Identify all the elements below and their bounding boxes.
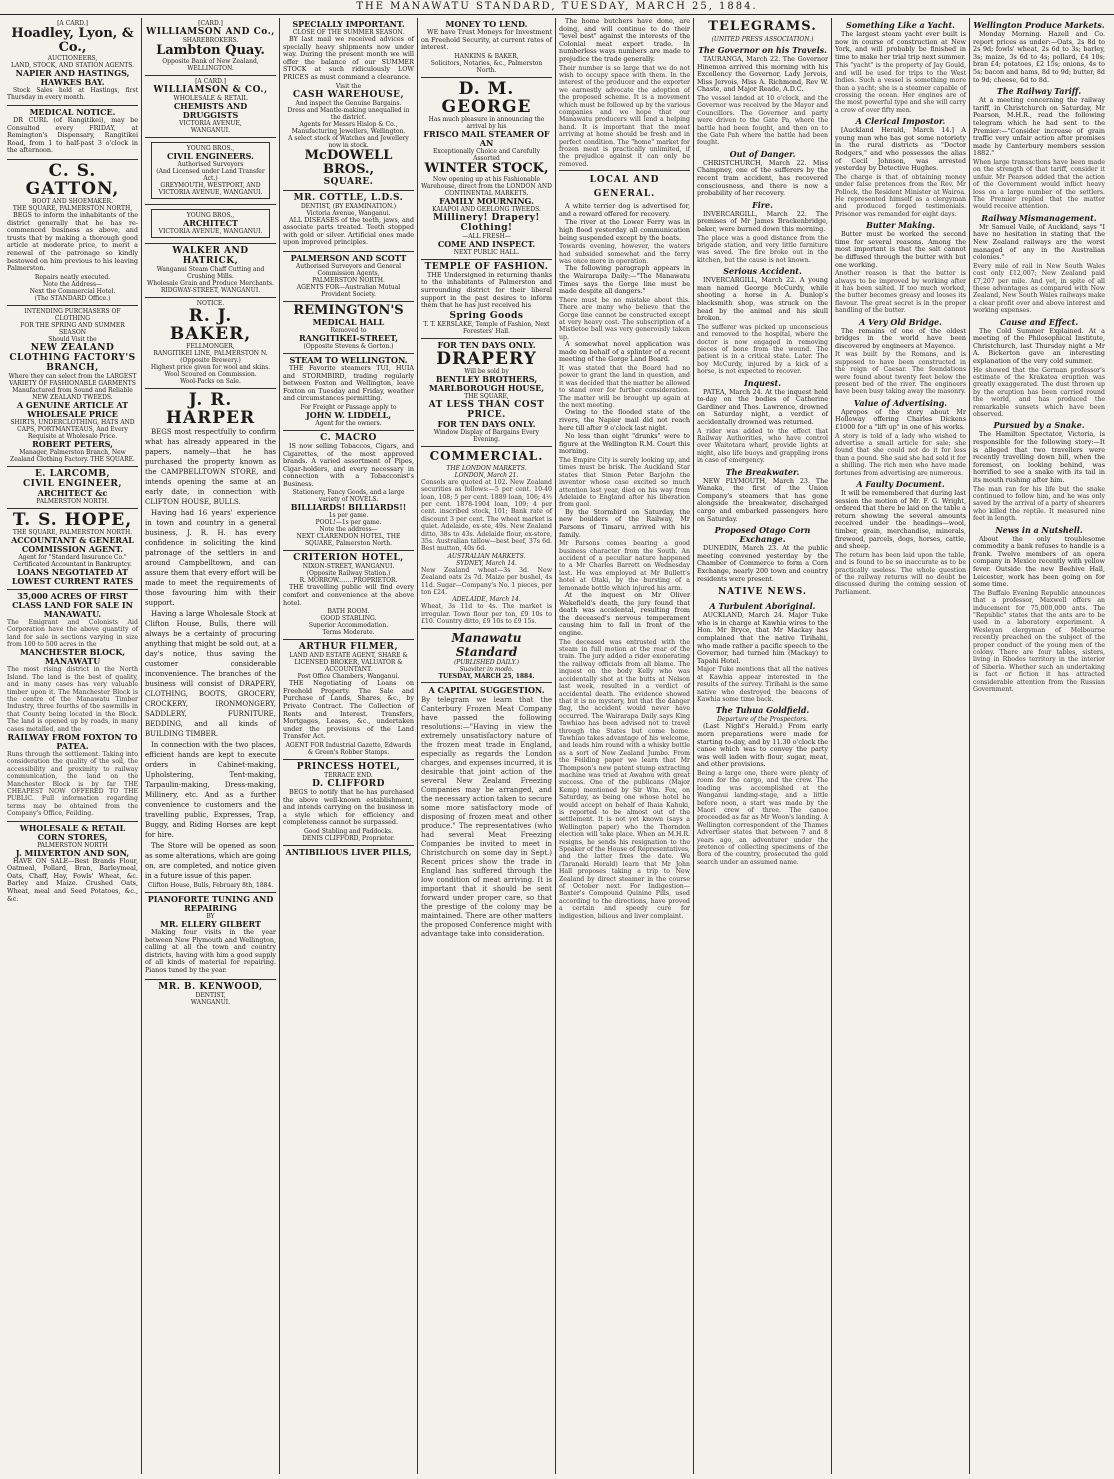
ad-line: BENTLEY BROTHERS, [435, 373, 538, 384]
ad-money-to-lend [421, 18, 552, 78]
ad-line: Repairs neatly executed. [34, 273, 111, 281]
ad-line: DENTIST, [195, 991, 226, 999]
ad-line: BILLIARDS! BILLIARDS!! [290, 502, 407, 513]
ad-hope [7, 509, 138, 590]
news-heading: Wellington Produce Markets. [973, 20, 1105, 30]
ad-cash-warehouse [283, 18, 414, 191]
ad-title: ARTHUR FILMER, [298, 642, 399, 653]
news-item: The Cold Summer Explained. At a meeting of the Philosophical Institute, Christchurch, last Thursday night a Mr A. Bickerton gave an interesting explanation of the very cold summer. [973, 326, 1105, 365]
ad-title: MR. COTTLE, L.D.S. [293, 192, 404, 203]
ad-body: ALL DISEASES of the teeth, jaws, and associate parts treated. Teeth stopped with gold or silver. Artificial ones made upon improved principles. [283, 215, 414, 247]
ad-line: DENIS CLIFFORD, Proprietor. [302, 834, 395, 842]
ad-title: R. J. BAKER, [169, 306, 252, 344]
news-heading: The Tuhua Goldfield. [715, 705, 810, 716]
ad-line: (And Licensed under Land Transfer Act.) [156, 168, 265, 182]
ad-body: BEGS to inform the inhabitants of the district generally that he has re-commenced business as above, and trusts that by making a thorough good article at moderate price, to merit a renewal of the patronage so kindly bestowed on him previous to his leaving Palmerston. [7, 210, 138, 273]
ad-cottle [283, 191, 414, 252]
column-2 [142, 18, 280, 1474]
local-item: By the Stormbird on Saturday, the new boulders of the Railway, Mr Parsons of Timaru, arrived with his family. [559, 507, 690, 539]
ad-line: ROBERT PETERS, [32, 438, 113, 449]
ad-line: CASH WAREHOUSE, [292, 89, 405, 100]
news-heading: The Breakwater. [725, 466, 800, 477]
ad-body: THE travelling public will find every comfort and convenience at the above hotel. [283, 583, 414, 607]
ad-line: CIVIL ENGINEER, [22, 478, 123, 489]
ad-line: Lambton Quay. [156, 43, 265, 58]
ad-line: CHEMISTS AND DRUGGISTS [173, 101, 248, 120]
column-4: MONEY TO LEND. WE have Trust Moneys for Investment on Freehold Security, at current rates of interest. HANKINS & BAKER, Solicitors, Notaries, &c., Palmerston North. D. M. GEORGE Has much pleasure in announcing the arrival by his FRISCO MAIL STEAMER OF AN Exceptionally Choice and Carefully Assorted WINTER STOCK, Now opening up at his Fashionable Warehouse, direct from the LONDON AND CONTINENTAL MARKETS. FAMILY MOURNING. KAIAPOI AND GEELONG TWEEDS. Millinery! Drapery! Clothing! —ALL FRESH— COME AND INSPECT. NEXT PUBLIC HALL. TEMPLE OF FASHION. THE Undersigned in returning thanks to the inhabitants of Palmerston and surrounding district for their liberal support in the past desires to inform them that he has just received his Spring Goods T. T. KERSLAKE, Temple of Fashion, Next Foresters' Hall. FOR TEN DAYS ONLY. DRAPERY Will be sold by BENTLEY BROTHERS, MARLBOROUGH HOUSE, THE SQUARE, AT LESS THAN COST PRICE. FOR TEN DAYS ONLY. Window Display of Bargains Every Evening. COMMERCIAL. THE LONDON MARKETS. LONDON, March 21. Consols are quoted at 102. New Zealand securities as follows:—5 per cent. 10-40 loan, 108; 5 per cent. 1889 loan, 106; 4½ per cent. 1878-1904 loan, 109; 4 per cent. inscribed stock, 101; Bank rate of discount 3 per cent. The wheat market is quiet. Adelaide, ex-ste, 49s. New Zealand ditto, 38s to 43s. Adelaide flour, ex-store, 35s. Australian tallow—best beef, 37s 6d. Best mutton, 40s 6d. AUSTRALIAN MARKETS. SYDNEY, March 14. New Zealand wheat—3s 3d. New Zealand oats 2s 7d. Maize per bushel, 4s 11d. Sugar—Company's No. 1 pieces, per ton £24. ADELAIDE, March 14. Wheat, 3s 11d to 4s. The market is irregular. Town flour per ton, £9 10s to £10. Country ditto, £9 10s to £9 15s. Manawatu Standard (PUBLISHED DAILY.) Suaviter in modo. TUESDAY, MARCH 25, 1884. A CAPITAL SUGGESTION. By telegram we learn that the Canterbury Frozen Meat Company have passed the following resolutions:—"Having in view the extremely unsatisfactory nature of the frozen meat trade in England, especially as regards the London charges, and expenses incurred, it is desirable that joint action of the several New Zealand Freezing Companies may be arranged, and the necessary action taken to secure some more satisfactory mode of disposing of frozen meat and other produce." The representatives (who had several Meat Freezing Companies be invited to meet in Christchurch on some day in Sept.) Recent prices show the trade in England has suffered through the low condition of meat arriving. It is important that it should be sent forward under proper care, so that the prestige of the colony may be maintained. There are other matters the proposed Conference might with advantage take into consideration. [418, 18, 556, 1474]
ad-body: Having a large Wholesale Stock at Clifton House, Bulls, there will always be a certainty of procuring anything that might be sold out, at a day's notice, thus saving the customer considerable inconvenience. The branches of the business will consist of DRAPERY, CLOTHING, BOOTS, GROCERY, CROCKERY, IRONMONGERY, SADDLERY, FURNITURE, BEDDING, and all kinds of BUILDING TIMBER. [145, 610, 276, 738]
ad-line: J. MILVERTON AND SON, [15, 847, 130, 858]
ad-body: Having had 16 years' experience in town and country in a general business, J. R. H. has every confidence in soliciting the kind patronage of the settlers in and around Campbelltown, and can assure them that every effort will be made to meet the requirements of those favouring him with their support. [145, 509, 276, 607]
ad-line: Terms Moderate. [322, 629, 375, 637]
column-3 [280, 18, 418, 1474]
local-item: The following paragraph appears in the Wairarapa Daily:—"The Manawatu Times says the Gorge line must be made despite all dangers." [559, 264, 690, 296]
ad-line: DRAPERY [436, 348, 537, 369]
editorial-heading: A CAPITAL SUGGESTION. [428, 684, 545, 695]
ad-tag: [CARD.] [198, 20, 223, 27]
ad-line: ARCHITECT [183, 218, 238, 228]
ad-line: Spring Goods [449, 310, 524, 321]
news-heading: Something Like a Yacht. [846, 20, 955, 30]
news-heading: The Governor on his Travels. [698, 45, 827, 55]
ad-line: McDOWELL BROS., [304, 147, 393, 177]
ad-line: For Freight or Passage apply to [300, 403, 397, 411]
ad-title: NEW ZEALAND CLOTHING FACTORY'S BRANCH, [9, 342, 136, 373]
ad-title: STEAM TO WELLINGTON. [289, 354, 408, 365]
ad-body: THE Favorite steamers TUI, HUIA and STORMBIRD, trading regularly between Foxton and Wellington, leave Foxton on Tuesday and Friday, weather and circumstances permitting. [283, 363, 414, 403]
ad-line: RANGITIKEI-STREET, [299, 332, 398, 343]
local-item: The river at the Lower Ferry was in high flood yesterday all communication being suspended except by the boats. [559, 218, 690, 242]
dateline: ADELAIDE, March 14. [452, 596, 521, 604]
ad-body: DR CURL (of Rangitikei), may be Consulted every FRIDAY, at Remington's Dispensary, Rangitikei Road, from 1 to half-past 3 o'clock in the afternoon. [7, 116, 138, 155]
ad-criterion-hotel [283, 551, 414, 640]
ad-title: Hoadley, Lyon, & Co., [11, 26, 134, 55]
ad-title: C. S. GATTON, [25, 160, 120, 199]
column-8: Wellington Produce Markets. Monday Morning. Hazell and Co. report prices as under:—Oats, 2s 8d to 2s 9d; fowls' wheat, 2s 6d to 3s; barley, 3s; maize, 3s 6d to 4s; pollard, £4 10s; bran £4; potatoes, £2 15s; onions, 4s to 5s; bacon and hams, 8d to 9d; butter, 8d to 9d; cheese, 6d to 8d. The Railway Tariff. At a meeting concerning the railway tariff, in Christchurch on Saturday, Mr Pearson, M.H.R., read the following telegram which he had sent to the Premier:—"Consider increase of grain traffic very unfair action after promises made by Canterbury members session 1882." When large transactions have been made on the strength of that tariff, consider it unfair. Mr Pearson added that the action of the Government would inflict heavy loss on a large number of the settlers. The Premier replied that the matter would receive attention. Railway Mismanagement. Mr Samuel Vaile, of Auckland, says "I have no hesitation in stating that the New Zealand railways are the worst managed of any in the Australian colonies." Every mile of rail in New South Wales cost only £12,007; New Zealand paid £7,207 per mile. And yet, in spite of all these advantages as compared with New Zealand, New South Wales railways make a clear profit over and above interest and working expenses. Cause and Effect. The Cold Summer Explained. At a meeting of the Philosophical Institute, Christchurch, last Thursday night a Mr A. Bickerton gave an interesting explanation of the very cold summer. He showed that the German professor's estimate of the Krakatoa eruption was greatly exaggerated. The dust thrown up by the eruption has been carried round the world, and has produced the remarkable sunsets which have been observed. Pursued by a Snake. The Hamilton Spectator, Victoria, is responsible for the following story:—It is alleged that two travellers were recently travelling down hill, when the foremost, on looking behind, was horrified to see a snake with its tail in its mouth rushing after him. The man ran for his life but the snake continued to follow him, and he was only saved by the arrival of a party of shearers who killed the reptile. It measured nine feet in length. News in a Nutshell. About the only troublesome commodity a bank refuses to handle is a frank. Twelve members of an opera company in Mexico recently with yellow fever. Outside the new Beehive Hall, Leicester, work has been going on for some time. The Buffalo Evening Republic announces that a professor, Maxwell offers an inducement for 75,000,000 ants. The "Republic" states that the ants are to be used in a laboratory experiment. A Wesleyan clergyman of Melbourne recently preached on the subject of the proper conduct of the young men of the colony. There are four tables, sisters, living in Rhodes territory in the interior of Siberia. Whether such an undertaking is fact or fiction it has attracted considerable attention from the Russian Government. [973, 20, 1105, 693]
column-6: TELEGRAMS. (UNITED PRESS ASSOCIATION.) The Governor on his Travels. TAURANGA, March 22. The Governor Hinemoa arrived this morning with his Excellency the Governor, Lady Jervois, Miss Jervois, Miss A. Richmond, Rev W. Chaste, and Major Reade, A.D.C. The vessel landed at 10 o'clock, and the Governor was received by the Mayor and Councillors. The Governor and party were driven to the Gate Pa, where the battle had been fought, and then on to the Gate Pah where the battle had been fought. Out of Danger. CHRISTCHURCH, March 22. Miss Champney, one of the sufferers by the recent tram accident, has recovered consciousness, and there is now a probability of her recovery. Fire. INVERCARGILL, March 22. The premises of Mr James Brackenbridge, baker, were burned down this morning. The place was a good distance from the brigade station, and very little furniture was saved. The fire broke out in the kitchen, but the cause is not known. Serious Accident. INVERCARGILL, March 22. A young man named George McCurdy, while shooting a horse in A. Dunlop's blacksmith shop, was struck on the head by the animal and his skull broken. The sufferer was picked up unconscious and removed to the hospital, where the doctor is now engaged in removing pieces of bone from the wound. The patient is in a critical state. Later. The boy McCurdy, injured by a kick of a horse, is not expected to recover. Inquest. PATEA, March 24. At the inquest held to-day on the bodies of Catherine Gardiner and Thos. Lawrence, drowned on Saturday night, a verdict of accidentally drowned was returned. A rider was added to the effect that Railway Authorities, who have control over Waitotara wharf, provide lights at night, also life buoys and grappling irons in case of emergency. The Breakwater. NEW PLYMOUTH, March 23. The Wanaka, the first of the Union Company's steamers that has gone alongside the breakwater, discharged cargo and embarked passengers here on Saturday. Proposed Otago Corn Exchange. DUNEDIN, March 23. At the public meeting convened yesterday by the Chamber of Commerce to form a Corn Exchange, nearly 200 town and country residents were present. NATIVE NEWS. A Turbulent Aboriginal. AUCKLAND, March 24. Major Tuke who is in charge at Kawhia wires to the Hon. Mr Bryce, that Mr Mackay has complained that the native Tirihahi, who made rather a pacific speech to the Governor, had turned him (Mackay) to Tapahi Hotel. Major Tuke mentions that all the natives at Kawhia appear interested in the results of the survey. Tirihahi is the same native who destroyed the beacons of Kawhia some time back. The Tuhua Goldfield. Departure of the Prospectors. (Last Night's Herald.) From early morn preparations were made for starting to-day, and by 11.30 o'clock the canoe which was to convey the party was well laden with flour, sugar, meat, and other provisions. Being a large one, there were plenty of room for the cargo, and the crew. The loading was accomplished at the Wanganui landing-stage, and a little before noon, a start was made by the Maori crew of three. The canoe proceeded as far as Mr Woon's landing. A Wellington correspondent of the Thames Advertiser states that between 7 and 8 years ago, an adventurer under the pretence of collecting specimens of the flora of the country, prosecuted the gold search under an assumed name. [694, 18, 832, 1474]
ad-line: COME AND INSPECT. [437, 238, 536, 249]
news-item: The remains of one of the oldest bridges in the world have been discovered by engineers at Mayence. [835, 326, 966, 350]
ad-title: WILLIAMSON AND Co., [146, 27, 275, 37]
news-item: At a meeting concerning the railway tariff, in Christchurch on Saturday, Mr Pearson, M.H.R., read the following telegram which he had sent to the Premier:—"Consider increase of grain traffic very unfair action after promises made by Canterbury members session 1882." [973, 96, 1105, 158]
ad-line: Manufactured from Sound and Reliable NEW ZEALAND TWEEDS. [12, 386, 133, 401]
news-item: The largest steam yacht ever built is now in course of construction at New York, and will probably be finished in time to make her trial trip next summer. [835, 30, 966, 61]
ad-line: Superior Accommodation. [308, 622, 389, 630]
news-heading: A Turbulent Aboriginal. [709, 601, 816, 612]
news-heading: A Clerical Impostor. [855, 116, 946, 127]
ad-filmer [283, 640, 414, 760]
ad-kenwood [145, 980, 276, 1009]
ad-princess-hotel [283, 760, 414, 846]
ad-walker-hatrick [145, 244, 276, 298]
ad-steam-wellington [283, 354, 414, 431]
ad-line: POOL!—1s per game. [315, 519, 382, 527]
ad-line: CIVIL ENGINEERS. [167, 151, 254, 161]
masthead: THE MANAWATU STANDARD, TUESDAY, MARCH 25, 1884. [0, 0, 1114, 15]
ad-baker [145, 298, 276, 389]
ad-line: HANKINS & BAKER, [454, 52, 519, 60]
news-heading: Butter Making. [866, 220, 935, 231]
local-item: No less than eight "drunks" were to figure at the Wellington R.M. Court this morning. [559, 432, 690, 456]
ad-body: Making four visits in the year between New Plymouth and Wellington, calling at all the town and country districts, having with him a good supply of all kinds of material for repairing. Pianos tuned by the year. [145, 928, 276, 974]
ad-line: Certificated Accountant in Bankruptcy. [13, 560, 132, 568]
news-item: CHRISTCHURCH, March 22. Miss Champney, one of the sufferers by the recent tram accident, has recovered consciousness, and there is now a probability of her recovery. [697, 158, 828, 198]
news-item: [Auckland Herald, March 14.] A young man who has got some notoriety in the rural districts as "Doctor Rodgers," and who possesses the alias of Cecil Johnson, was arrested yesterday by Detective Hughes. [835, 126, 966, 173]
ad-line: FOR TEN DAYS ONLY. [437, 418, 536, 429]
ad-body: The Store will be opened as soon as some alterations, which are going on, are completed, and notice given in a future issue of this paper. [145, 842, 276, 880]
ad-line: Agent for the owners. [315, 419, 382, 427]
ad-macro [283, 431, 414, 552]
ad-body: BEGS to notify that he has purchased the above well-known establishment, and intends carrying on the business in a style which for efficiency and completeness cannot be surpassed. [283, 788, 414, 827]
news-item: AUCKLAND, March 24. Major Tuke who is in charge at Kawhia wires to the Hon. Mr Bryce, that Mr Mackay has complained that the native Tirihahi, who made rather a pacific speech to the Governor, had turned him (Mackay) to Tapahi Hotel. [697, 611, 828, 665]
ad-line: FAMILY MOURNING. [439, 195, 534, 206]
ad-line: And inspect the Genuine Bargains. [295, 99, 402, 107]
ad-line: 1s per game. [328, 512, 369, 520]
ad-line: YOUNG BROS., [186, 212, 235, 219]
ad-larcomb [7, 467, 138, 509]
news-heading: Serious Accident. [723, 266, 802, 277]
ad-line: MEDICAL HALL [312, 316, 385, 327]
ad-line: Should Visit the [48, 335, 97, 343]
ad-line: ARCHITECT &c [37, 487, 108, 498]
ad-harper [145, 389, 276, 893]
ad-line: Window Display of Bargains Every Evening. [433, 428, 540, 443]
news-heading: A Faulty Document. [856, 479, 945, 490]
ad-line: Wool Scoured on Commission. [164, 371, 257, 378]
ad-title: MEDICAL NOTICE. [29, 107, 116, 117]
ad-young-bros-engineers [145, 138, 276, 205]
section-heading: COMMERCIAL. [429, 448, 544, 463]
ad-line: Dress and Mantle-making unequalled in the district. [287, 106, 410, 121]
ad-body: THE Negotiating of Loans on Freehold Property. The Sale and Purchase of Lands, Shares, &c., by Private Contract. The Collection of Rents and Interest. Transfers, Mortgages, Leases, &c., undertaken under the provisions of the Land Transfer Act. [283, 679, 414, 741]
ad-line: —ALL FRESH— [462, 232, 511, 240]
local-item: A white terrier dog is advertised for, and a reward offered for recovery. [559, 202, 690, 218]
ad-line: JOHN W. LIDDELL, [305, 409, 392, 420]
ad-line: TERRACE END. [324, 772, 373, 779]
ad-line: Note the address— [319, 526, 378, 534]
paper-subtitle: (PUBLISHED DAILY.) [453, 658, 520, 666]
ad-temple-of-fashion [421, 260, 552, 339]
news-heading: Value of Advertising. [853, 397, 948, 408]
ad-line: GREYMOUTH, WESTPORT, AND VICTORIA AVENUE, WANGANUI. [158, 182, 263, 196]
ad-body: THE Undersigned in returning thanks to the inhabitants of Palmerston and surrounding district for their liberal support in the past desires to inform them that he has just received his [421, 270, 552, 310]
column-1 [4, 18, 142, 1474]
ad-title: 35,000 ACRES OF FIRST CLASS LAND FOR SALE IN MANAWATU. [12, 590, 133, 619]
news-item: Monday Morning. Hazell and Co. report prices as under:—Oats, 2s 8d to 2s 9d; fowls' wheat, 2s 6d to 3s; barley, 3s; maize, 3s 6d to 4s; pollard, £4 10s; bran £4; potatoes, £2 15s; onions, 4s to 5s; bacon and hams, 8d to 9d; butter, 8d to 9d; cheese, 6d to 8d. [973, 30, 1105, 84]
ad-line: LAND AND ESTATE AGENT, SHARE & LICENSED BROKER, VALUATOR & ACCOUNTANT. [289, 652, 408, 674]
news-item: INVERCARGILL, March 22. The premises of Mr James Brackenbridge, baker, were burned down this morning. [697, 209, 828, 233]
ad-young-bros-architect [145, 205, 276, 244]
ad-title: WILLIAMSON & CO., [153, 85, 268, 95]
ad-line: NEXT CLARENDON HOTEL, THE SQUARE, Palmerston North. [296, 533, 401, 548]
news-heading: A Very Old Bridge. [859, 316, 942, 327]
news-heading: Pursued by a Snake. [993, 420, 1085, 431]
ad-line: BOOT AND SHOEMAKER. [32, 197, 113, 205]
ad-line: AT LESS THAN COST PRICE. [428, 399, 545, 420]
paper-motto: Suaviter in modo. [459, 665, 514, 673]
ad-gatton [7, 160, 138, 306]
section-heading: NATIVE NEWS. [717, 587, 808, 598]
ad-hoadley [7, 18, 138, 106]
ad-body: BEGS most respectfully to confirm what has already appeared in the papers, namely—that he has purchased the property known as the CAMPBELLTOWN STORE, and intends opening the same at an early date, in connection with CLIFTON HOUSE, BULLS. [145, 428, 276, 506]
ad-line: Wool-Packs on Sale. [180, 378, 241, 385]
ad-title: REMINGTON'S [293, 302, 404, 318]
ad-line: NOTICE. [196, 300, 225, 307]
ad-line: Authorised Surveyors [177, 161, 244, 168]
ad-title: FOR TEN DAYS ONLY. [437, 339, 536, 350]
ad-line: DENTIST, (BY EXAMINATION.) [300, 202, 397, 210]
ad-line: WANGANUI. [190, 998, 231, 1006]
column-7: Something Like a Yacht. The largest steam yacht ever built is now in course of construction at New York, and will probably be finished in time to make her trial trip next summer. This "yacht" is the property of Jay Gould, and will be used for trips to the West Indies. Such a vessel is something more than a yacht; she is a steamer capable of crossing the ocean. Her engines are of the most powerful type and she will carry a crew of over fifty men. A Clerical Impostor. [Auckland Herald, March 14.] A young man who has got some notoriety in the rural districts as "Doctor Rodgers," and who possesses the alias of Cecil Johnson, was arrested yesterday by Detective Hughes. The charge is that of obtaining money under false pretences from the Rev. Mr Pollock, the Resident Minister at Wairoa. He represented himself as a clergyman and produced forged testimonials. Prisoner was remanded for eight days. Butter Making. Butter must be worked the second time for several reasons. Among the most important is that the salt cannot be diffused through the butter with but one working. Another reason is that the butter is always to be improved by working after it has been salted. If too much worked, the butter becomes greasy and looses its flavour. The great secret is in the proper handling of the butter. A Very Old Bridge. The remains of one of the oldest bridges in the world have been discovered by engineers at Mayence. It was built by the Romans, and is supposed to have been constructed in the reign of Caesar. The foundations were found about twenty feet below the present bed of the river. The engineers have been busy taking away the masonry. Value of Advertising. Apropos of the story about Mr Holloway offering Charles Dickens £1000 for a "lift up" in one of his works. A story is told of a lady who wished to advertise a small article for sale; she found that she could not do it for less than a pound. She said she had sold it for a shilling. The rich men who have made fortunes from advertising are numerous. A Faulty Document. It will be remembered that during last session the motion of Mr. F. G. Wright, ordered that there be laid on the table a return showing the several amounts received under the headings—wool, timber, grain, merchandise, minerals, firewood, parcels, dogs, horses, cattle, and sheep. The return has been laid upon the table, and is found to be so inaccurate as to be practically useless. The whole question of the railway returns will no doubt be discussed during the coming session of Parliament. [832, 18, 970, 1474]
ad-title: PIANOFORTE TUNING AND REPAIRING [147, 894, 274, 913]
ad-line: THE SQUARE, PALMERSTON NORTH. [12, 528, 133, 536]
local-item: At the inquest on Mr Oliver Wakefield's death, the jury found that death was accidental, resulting from the deceased's nervous temperament causing him to fall in front of the engine. [559, 591, 690, 638]
ad-line: Where they can select from the LARGEST VARIETY OF FASHIONABLE GARMENTS [8, 372, 137, 387]
ad-line: Victoria Avenue, Wanganui. [306, 209, 391, 217]
ad-line: BATH ROOM. [327, 608, 370, 616]
ad-line: SHAREBROKERS. [182, 37, 239, 44]
ad-body: In connection with the two places, efficient hands are kept to execute orders in Cabinet-making, Upholstering, Tent-making, Tarpaulin-making, Dress-making, Millinery, etc. And as a further convenience to customers and the travelling public, Expresses, Trap, Buggy, and Riding Horses are kept for hire. [145, 741, 276, 839]
ad-title: PALMERSON AND SCOTT [290, 252, 407, 263]
ad-williamson-chemists [145, 76, 276, 138]
ad-line: AUCTIONEERS, [47, 55, 98, 62]
ad-line: Millinery! Drapery! Clothing! [433, 212, 540, 233]
ad-title: ANTIBILIOUS LIVER PILLS, [285, 846, 412, 857]
ad-line: ACCOUNTANT & GENERAL COMMISSION AGENT. [11, 534, 134, 554]
news-item: TAURANGA, March 22. The Governor Hinemoa arrived this morning with his Excellency the Governor, Lady Jervois, Miss Jervois, Miss A. Richmond, Rev W. Chaste, and Major Reade, A.D.C. [697, 55, 828, 94]
ad-title: CRITERION HOTEL, [293, 553, 404, 564]
section-heading: LOCAL AND GENERAL. [589, 175, 660, 200]
ad-corn-stores [7, 822, 138, 908]
news-item: PATEA, March 24. At the inquest held to-day on the bodies of Catherine Gardiner and Thos. Lawrence, drowned on Saturday night, a verdict of accidentally drowned was returned. [697, 387, 828, 426]
news-item: Apropos of the story about Mr Holloway offering Charles Dickens £1000 for a "lift up" in one of his works. [835, 407, 966, 432]
ad-line: WHOLESALE & RETAIL [173, 95, 248, 102]
ad-line: Opposite Bank of New Zealand, WELLINGTON. [162, 58, 259, 72]
ad-line: PALMERSTON NORTH. [312, 276, 385, 284]
dateline: SYDNEY, March 14. [456, 559, 517, 567]
paper-date: TUESDAY, MARCH 25, 1884. [438, 672, 535, 680]
ad-line: LOANS NEGOTIATED AT LOWEST CURRENT RATES [11, 566, 134, 586]
ad-line: MANCHESTER BLOCK, MANAWATU [19, 647, 126, 667]
subheading: Departure of the Prospectors. [717, 716, 808, 724]
ad-line: GOOD STABLING. [320, 615, 377, 623]
ad-line: SHIRTS, UNDERCLOTHING, HATS AND CAPS, PORTMANTEAUS, And Every Requisite at Wholesale Price. [10, 418, 135, 440]
ad-bentley-drapery [421, 339, 552, 447]
ad-medical-notice [7, 106, 138, 160]
ad-line: RAILWAY FROM FOXTON TO PATEA. [7, 732, 138, 751]
ad-line: BY [206, 913, 215, 920]
ad-title: WALKER AND HATRICK, [172, 246, 249, 266]
news-heading: Fire. [752, 199, 773, 210]
news-item: Mr Samuel Vaile, of Auckland, says "I have no hesitation in stating that the New Zealand railways are the worst managed of any in the Australian colonies." [973, 222, 1105, 262]
ad-body: BY last mail we received advices of specially heavy shipments now under way. During the present month we will offer the balance of our SUMMER STOCK at such ridiculously LOW PRICES as must command a clearance. [283, 35, 414, 81]
ad-line: Good Stabling and Paddocks. [304, 827, 393, 835]
news-heading: Out of Danger. [729, 148, 796, 159]
ad-line: MR. ELLERY GILBERT [160, 919, 261, 929]
ad-title: J. R. HARPER [165, 390, 256, 428]
ad-clothing-factory [7, 306, 138, 467]
ad-line: Authorised Surveyors and General Commission Agents, [295, 262, 402, 277]
ad-line: Manager, Palmerston Branch, New Zealand Clothing Factory. THE SQUARE. [10, 448, 135, 463]
ad-line: Will be sold by [464, 367, 509, 375]
news-item: About the only troublesome commodity a bank refuses to handle is a frank. Twelve members of an opera company in Mexico recently with yellow fever. Outside the new Beehive Hall, Leicester, work has been going on for some time. [973, 534, 1105, 589]
ad-title: PRINCESS HOTEL, [296, 762, 401, 772]
ad-title: SPECIALLY IMPORTANT. [292, 19, 405, 29]
ad-line: R. MORROW........PROPRIETOR. [299, 577, 398, 585]
news-item: (Last Night's Herald.) From early morn preparations were made for starting to-day, and by 11.30 o'clock the canoe which was to convey the party was well laden with flour, sugar, meat, and other provisions. [697, 722, 828, 769]
ad-line: Stationery, Fancy Goods, and a large variety of NOVELS. [292, 489, 405, 504]
ad-line: VICTORIA AVENUE, WANGANUI. [158, 228, 263, 235]
ad-line: RIDGWAY-STREET, WANGANUI. [160, 287, 261, 294]
commercial-section: COMMERCIAL. THE LONDON MARKETS. LONDON, March 21. Consols are quoted at 102. New Zealand securities as follows:—5 per cent. 10-40 loan, 108; 5 per cent. 1889 loan, 106; 4½ per cent. 1878-1904 loan, 109; 4 per cent. inscribed stock, 101; Bank rate of discount 3 per cent. The wheat market is quiet. Adelaide, ex-ste, 49s. New Zealand ditto, 38s to 43s. Adelaide flour, ex-store, 35s. Australian tallow—best beef, 37s 6d. Best mutton, 40s 6d. AUSTRALIAN MARKETS. SYDNEY, March 14. New Zealand wheat—3s 3d. New Zealand oats 2s 7d. Maize per bushel, 4s 11d. Sugar—Company's No. 1 pieces, per ton £24. ADELAIDE, March 14. Wheat, 3s 11d to 4s. The market is irregular. Town flour per ton, £9 10s to £10. Country ditto, £9 10s to £9 15s. [421, 448, 552, 626]
ad-line: AGENT FOR Industrial Gazette, Edwards & Green's Robber Stamps. [285, 742, 412, 756]
ad-line: THE SQUARE, [464, 392, 509, 400]
ad-line: Next the Commercial Hotel. [29, 287, 116, 295]
ad-title: MR. B. KENWOOD, [158, 981, 263, 992]
ad-line: PALMERSTON NORTH [37, 841, 108, 849]
ad-palmerson-scott [283, 252, 414, 302]
ad-line: NIXON-STREET, WANGANUI. [302, 563, 395, 571]
ad-line: VICTORIA AVENUE, [179, 120, 242, 127]
section-heading: TELEGRAMS. [708, 19, 817, 34]
news-item: Butter must be worked the second time for several reasons. Among the most important is that the salt cannot be diffused through the butter with but one working. [835, 230, 966, 269]
ad-piano-tuning [145, 893, 276, 980]
subheading: THE LONDON MARKETS. [446, 464, 527, 472]
ad-line: FELLMONGER, [186, 343, 235, 350]
ad-line: Now opening up at his Fashionable Warehouse, direct from the LONDON AND CONTINENTAL MARKETS. [421, 175, 552, 197]
news-heading: Railway Mismanagement. [981, 212, 1097, 223]
ad-liver-pills [283, 846, 414, 860]
ad-line: Exceptionally Choice and Carefully Assorted [433, 147, 540, 162]
ad-george [421, 78, 552, 260]
news-item: NEW PLYMOUTH, March 23. The Wanaka, the first of the Union Company's steamers that has gone alongside the breakwater, discharged cargo and embarked passengers here on Saturday. [697, 476, 828, 523]
news-item: DUNEDIN, March 23. At the public meeting convened yesterday by the Chamber of Commerce to form a Corn Exchange, nearly 200 town and country residents were present. [697, 544, 828, 583]
ad-line: INTENDING PURCHASERS OF CLOTHING [24, 307, 121, 322]
ad-title: E. LARCOMB, [34, 468, 111, 479]
ad-line: NAPIER AND HASTINGS, [15, 68, 130, 78]
news-heading: Inquest. [743, 377, 782, 388]
ad-line: Solicitors, Notaries, &c., Palmerston North. [430, 59, 543, 74]
ad-line: (Opposite Stevens & Gorton.) [303, 342, 394, 350]
ad-line: HAWKES BAY. [40, 77, 105, 87]
ad-line: Agents for Messrs Hislop & Co., Manufacturing Jewellers, Wellington. [291, 120, 406, 135]
ad-williamson-sharebrokers [145, 18, 276, 76]
ad-line: (The STANDARD Office.) [34, 294, 111, 302]
ad-line: RANGITIKEI LINE, PALMERSTON N. (Opposite Brewery.) [153, 350, 268, 364]
ad-body: WE have Trust Moneys for Investment on Freehold Security, at current rates of interest. [421, 28, 552, 52]
news-heading: Proposed Otago Corn Exchange. [714, 525, 811, 545]
ad-land-sale: 35,000 ACRES OF FIRST CLASS LAND FOR SALE IN MANAWATU. The Emigrant and Colonists Aid Corporation have the above quantity of land for sale in sections varying in size from 100 to 500 acres in the MANCHESTER BLOCK, MANAWATU The most rising district in the North Island. The land is the best of quality, and in many cases has very valuable timber upon it. The Manchester Block is the centre of the Manawatu Timber Industry, three fourths of the sawmills in that County being located in the Block. The land is opened up by roads, in many cases metalled, and the RAILWAY FROM FOXTON TO PATEA. Runs through the settlement. Taking into consideration the quality of the soil, the accessibility and proximity to railway communication, the land on the Manchester Block is by far THE CHEAPEST NOW OFFERED TO THE PUBLIC. Full information regarding terms may be obtained from the Company's Office, Feilding. [7, 590, 138, 822]
local-item: A somewhat novel application was made on behalf of a splinter of a recent meeting of the Gorge Land Board. [559, 340, 690, 364]
ad-title: MONEY TO LEND. [445, 19, 528, 29]
ad-line: FOR THE SPRING AND SUMMER SEASON [20, 321, 125, 336]
ad-line: Agent for "Standard Insurance Co." [18, 553, 127, 561]
ad-line: Highest price given for wool and skins. [150, 364, 271, 371]
editorial-continued: The home butchers have done, are doing, and will continue to do their "level best" against the interests of the Colonial meat export trade. In numberless ways numbers are made to prejudice the trade generally. [559, 18, 690, 63]
ad-line: AGENTS FOR—Australian Mutual Provident Society. [296, 283, 401, 298]
ad-line: KAIAPOI AND GEELONG TWEEDS. [432, 205, 541, 213]
ad-line: T. T. KERSLAKE, Temple of Fashion, Next Foresters' Hall. [423, 320, 550, 335]
ad-line: NEXT PUBLIC HALL. [453, 248, 520, 256]
ad-line: Stock Sales held at Hastings, first Thursday in every month. [7, 87, 138, 101]
ad-body: IS now selling Tobaccos, Cigars, and Cigarettes, of the most approved brands. A varied assortment of Pipes, Cigar-holders, and every necessary in connection with a Tobacconist's Business. [283, 441, 414, 488]
ad-line: Visit the [335, 82, 362, 90]
ad-body: HAVE ON SALE—Best Brands Flour, Oatmeal, Pollard, Bran, Barleymeal, Oats, Chaff, Hay, Fowls' Wheat, &c. Barley and Maize. Crushed Oats, Wheat, meal and Seed Potatoes, &c., &c. [7, 856, 138, 903]
ad-title: D. M. GEORGE [441, 78, 532, 117]
ad-line: SQUARE. [323, 176, 374, 187]
ad-line: A GENUINE ARTICLE AT WHOLESALE PRICE [16, 399, 129, 419]
ad-line: Wholesale Grain and Produce Merchants. [147, 280, 274, 287]
ad-line: THE SQUARE, PALMERSTON NORTH, [12, 204, 133, 212]
ad-title: WHOLESALE & RETAIL CORN STORES, [19, 822, 126, 842]
ad-line: FRISCO MAIL STEAMER OF AN [423, 128, 550, 148]
ad-line: Note the Address— [42, 280, 103, 288]
ad-title: TEMPLE OF FASHION. [424, 261, 549, 272]
news-item: The Hamilton Spectator, Victoria, is responsible for the following story:—It is alleged that two travellers were recently travelling down hill, when the foremost, on looking behind, was horrified to see a snake with its tail in its mouth rushing after him. [973, 430, 1105, 484]
ad-line: CLOSE OF THE SUMMER SEASON. [292, 29, 405, 36]
paper-nameplate [421, 628, 552, 683]
paper-title: Manawatu Standard [451, 630, 522, 659]
news-item: It will be remembered that during last session the motion of Mr. F. G. Wright, ordered that there be laid on the table a return showing the several amounts received under the headings—wool, timber, grain, merchandise, minerals, firewood, parcels, dogs, horses, cattle, and sheep. [835, 489, 966, 551]
subheading: AUSTRALIAN MARKETS. [447, 552, 526, 560]
news-heading: The Railway Tariff. [996, 86, 1082, 97]
dateline: LONDON, March 21. [454, 471, 519, 479]
ad-line: Wanganui Steam Chaff Cutting and Crushing Mills. [156, 266, 265, 280]
subheading: (UNITED PRESS ASSOCIATION.) [711, 36, 814, 43]
ad-line: MARLBOROUGH HOUSE, [428, 382, 545, 393]
news-heading: Cause and Effect. [999, 316, 1079, 327]
columns [4, 18, 1110, 1474]
ad-tag: [A CARD.] [195, 78, 226, 85]
news-heading: News in a Nutshell. [995, 524, 1083, 535]
news-item: INVERCARGILL, March 22. A young man named George McCurdy, while shooting a horse in A. Dunlop's blacksmith shop, was struck on the head by the animal and his skull broken. [697, 276, 828, 323]
ad-line: WINTER STOCK, [424, 160, 549, 176]
ad-line: Clifton House, Bulls, February 8th, 1884. [147, 882, 274, 889]
ad-remington [283, 302, 414, 354]
local-item: Owing to the flooded state of the rivers, the Napier mail did not reach here till after 9 o'clock last night. [559, 408, 690, 432]
ad-title: T. S. HOPE, [12, 509, 133, 530]
ad-line: Post Office Chambers, Wanganui. [297, 673, 400, 681]
ad-line: YOUNG BROS., [186, 145, 235, 152]
ad-line: Removed to [330, 326, 367, 334]
ad-tag: [A CARD.] [57, 20, 88, 27]
ad-line: WANGANUI. [190, 127, 231, 134]
column-5: The home butchers have done, are doing, and will continue to do their "level best" against the interests of the Colonial meat export trade. In numberless ways numbers are made to prejudice the trade generally. Their number is so large that we do not wish to occupy space with them. In the interest of the producer and the exporter we earnestly advocate the adoption of the proposed scheme. It is a movement which must be followed up by the various companies and we hope that our Manawatu producers will lend a helping hand. It is important that the meat arriving at home should be fresh and in perfect condition. The "home" market for frozen meat is practically unlimited, if the prejudice against it can only be removed. LOCAL AND GENERAL. A white terrier dog is advertised for, and a reward offered for recovery. The river at the Lower Ferry was in high flood yesterday all communication being suspended except by the boats. Towards evening, however, the waters had subsided somewhat and the ferry was once more in operation. The following paragraph appears in the Wairarapa Daily:—"The Manawatu Times says the Gorge line must be made despite all dangers." There must be no mistake about this. There are many who believe that the Gorge line cannot be constructed except at very heavy cost. The subscription of a Mistletoe ball was very generously taken up. A somewhat novel application was made on behalf of a splinter of a recent meeting of the Gorge Land Board. It was stated that the Board had no power to grant the land in question, and it was decided that the matter be allowed to stand over for further consideration. The matter will be brought up again at the next meeting. Owing to the flooded state of the rivers, the Napier mail did not reach here till after 9 o'clock last night. No less than eight "drunks" were to figure at the Wellington R.M. Court this morning. The Empire City is surely looking up, and times must be brisk. The Auckland Star states that Simon Peter Barjohn the inventor whose case excited so much attention last year, died on his way from Adelaide to England after his liberation from gaol. By the Stormbird on Saturday, the new boulders of the Railway, Mr Parsons of Timaru, arrived with his family. Mr Parsons comes bearing a good business character from the South. An accident of a peculiar nature happened to a Mr Charles Barrett on Wednesday last. He was employed at Mr Bullett's hotel at Otaki, by the bursting of a lemonade bottle which injured his arm. At the inquest on Mr Oliver Wakefield's death, the jury found that death was accidental, resulting from the deceased's nervous temperament causing him to fall in front of the engine. The deceased was entrusted with the steam in full motion at the rear of the train. The jury added a rider exonerating the railway officials from all blame. The inquest on the body Kelly who was accidentally shot at the butts at Nelson last week, resulted in a verdict of accidental death. The evidence showed that it is no mystery, but that the danger flag, the accident would never have occurred. The Wairarapa Daily says King Tawhiao has been advised not to travel through the States but come home. Tawhiao takes advantage of his welcome, and leads him round with a whisky bottle as a sort of New Zealand Jumbo. From the Feilding paper we learn that Mr Thompson's new patent stump extracting machine was tried at Awahou with great success. One of the publicans (Major Kemp) mentioned by Sir Wm. Fox, on Saturday, as being one whose hotel he would accept on behalf of Ihaia Kahuki, is reported to be almost out of the settlement. It is not yet known (says a Wellington paper) who the Thorndon election will take place. When an M.H.R. resigns, he sends his resignation to the Speaker of the House of Representatives, and the latter fixes the date. We (Taranaki Herald) learn that Mr John Hall proposes taking a trip to New Zealand by direct steamer in the course of October next. For Indigestion—Baxter's Compound Quinine Pills, used according to the directions, have proved a certain and speedy cure for indigestion, bilious and liver complaint. [556, 18, 694, 1474]
ad-line: A select stock of Watches and Jewellery now in stock. [288, 134, 409, 149]
ad-title: C. MACRO [320, 432, 377, 443]
ad-line: Has much pleasure in announcing the arrival by his [428, 115, 545, 130]
ad-line: (Opposite Railway Station.) [306, 570, 391, 578]
ad-line: PALMERSTON NORTH. [36, 497, 109, 505]
ad-line: LAND, STOCK, AND STATION AGENTS. [11, 62, 134, 69]
ad-line: D. CLIFFORD [312, 779, 385, 789]
